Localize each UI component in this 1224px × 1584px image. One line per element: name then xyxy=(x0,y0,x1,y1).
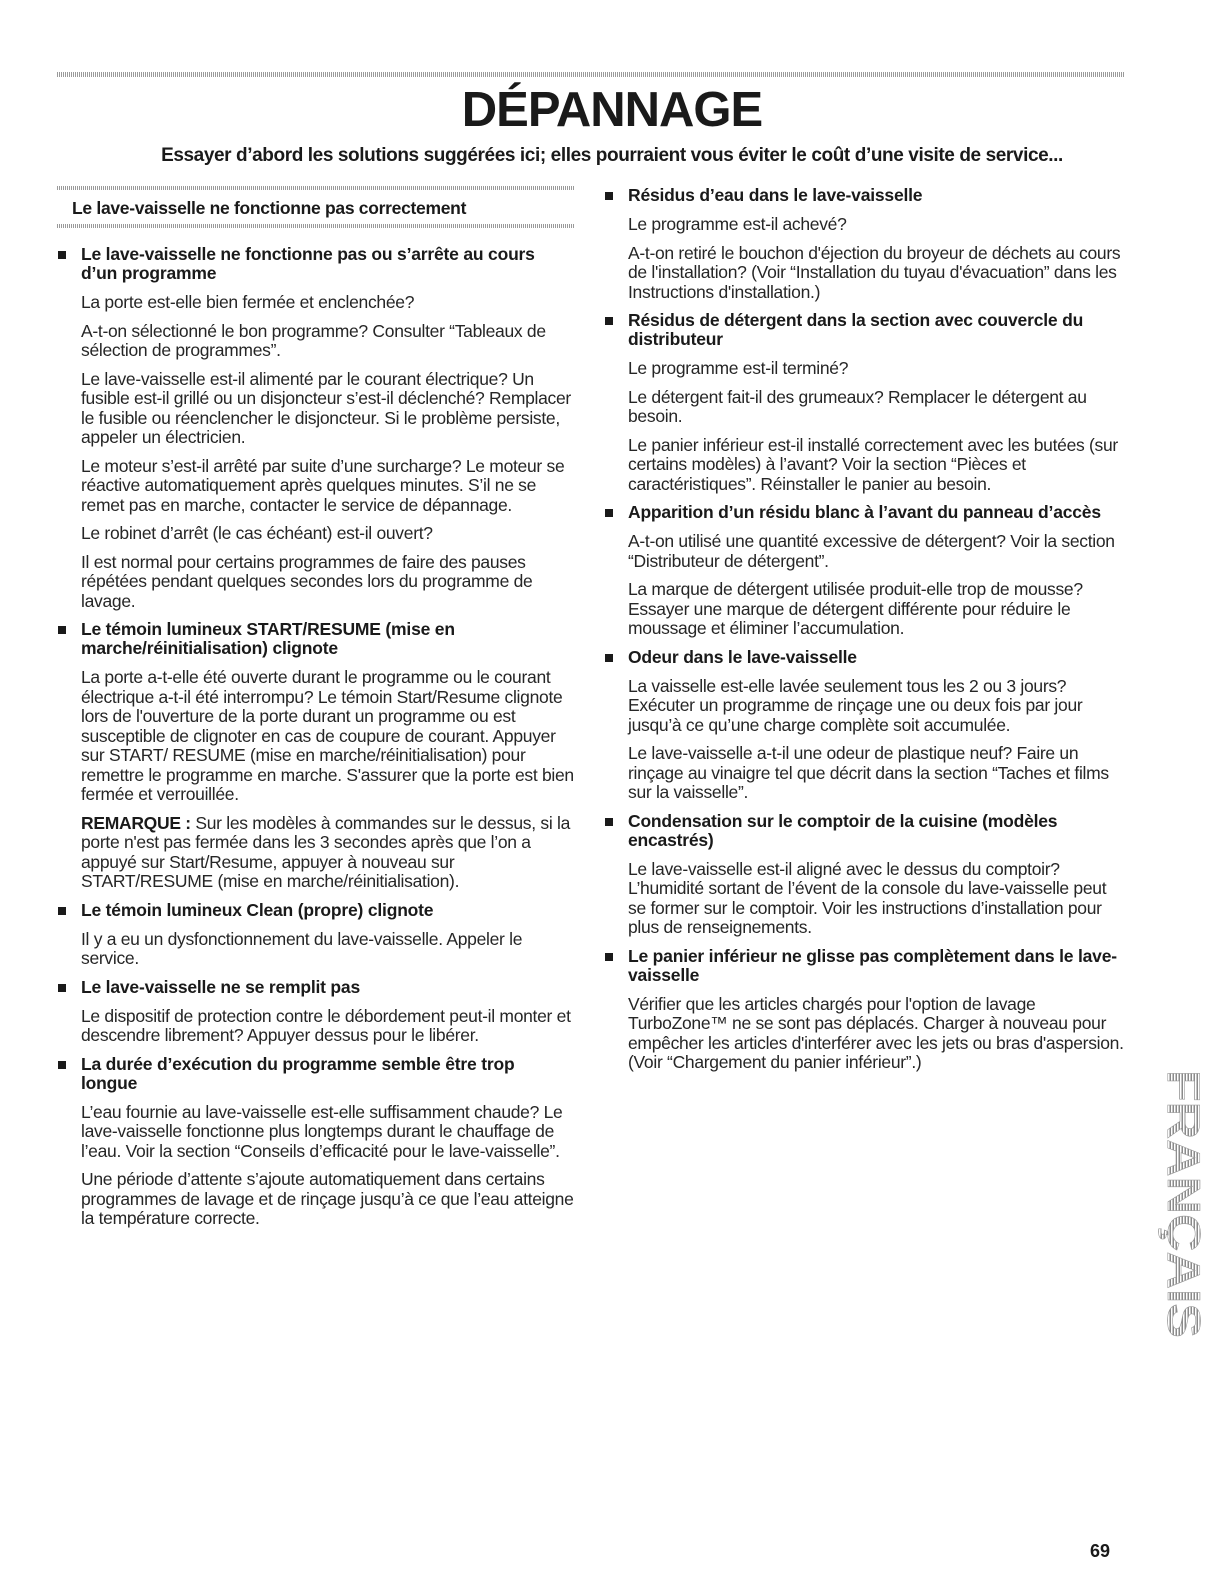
item-paragraph: Le dispositif de protection contre le débordement peut-il monter et descendre librement? Appuyer dessus pour le libérer. xyxy=(81,1005,571,1045)
troubleshooting-item xyxy=(604,311,1126,494)
square-bullet-icon xyxy=(58,626,66,634)
item-paragraph: Vérifier que les articles chargés pour l'option de lavage TurboZone™ ne se sont pas déplacés. Charger à nouveau pour empêcher les articles d'interférer avec les jets ou bras d'aspersion. (Voir “Chargement du panier inférieur”.) xyxy=(628,993,1124,1072)
item-paragraph: La marque de détergent utilisée produit-elle trop de mousse? Essayer une marque de détergent différente pour réduire le moussage et éliminer l’accumulation. xyxy=(628,579,1083,638)
item-paragraph: Le moteur s’est-il arrêté par suite d’une surcharge? Le moteur se réactive automatiquement après quelques minutes. S’il ne se remet pas en marche, contacter le service de dépannage. xyxy=(81,455,565,515)
item-title: Le témoin lumineux Clean (propre) clignote xyxy=(81,899,434,920)
item-paragraph: A-t-on utilisé une quantité excessive de détergent? Voir la section “Distributeur de détergent”. xyxy=(628,531,1115,571)
troubleshooting-item xyxy=(57,245,575,611)
side-tab-label: FRANÇAIS xyxy=(1158,1070,1206,1308)
item-title: Le panier inférieur ne glisse pas complètement dans le lave-vaisselle xyxy=(628,945,1117,985)
square-bullet-icon xyxy=(605,818,613,826)
square-bullet-icon xyxy=(605,953,613,961)
item-title: Condensation sur le comptoir de la cuisine (modèles encastrés) xyxy=(628,810,1058,850)
item-paragraph: Il y a eu un dysfonctionnement du lave-vaisselle. Appeler le service. xyxy=(81,928,523,968)
section-header: Le lave-vaisselle ne fonctionne pas correctement xyxy=(57,186,575,228)
item-title: Le lave-vaisselle ne se remplit pas xyxy=(81,976,360,997)
item-paragraph: Le lave-vaisselle est-il aligné avec le dessus du comptoir? L’humidité sortant de l’évent de la console du lave-vaisselle peut se former sur le comptoir. Voir les instructions d’installation pour plus de renseignements. xyxy=(628,858,1107,937)
square-bullet-icon xyxy=(605,509,613,517)
troubleshooting-item xyxy=(604,947,1126,1073)
item-paragraph: Le panier inférieur est-il installé correctement avec les butées (sur certains modèles) à l’avant? Voir la section “Pièces et caractéristiques”. Réinstaller le panier au besoin. xyxy=(628,434,1118,494)
square-bullet-icon xyxy=(605,192,613,200)
square-bullet-icon xyxy=(58,907,66,915)
troubleshooting-item xyxy=(57,1055,575,1229)
item-title: Apparition d’un résidu blanc à l’avant du panneau d’accès xyxy=(628,502,1101,522)
square-bullet-icon xyxy=(58,984,66,992)
troubleshooting-item xyxy=(57,901,575,969)
page-title: DÉPANNAGE xyxy=(461,83,763,137)
item-paragraph: A-t-on retiré le bouchon d'éjection du broyeur de déchets au cours de l'installation? (Voir “Installation du tuyau d'évacuation” dans les Instructions d'installation.) xyxy=(628,242,1121,302)
item-paragraph: Il est normal pour certains programmes de faire des pauses répétées pendant quelques secondes lors du programme de lavage. xyxy=(81,551,533,611)
item-note xyxy=(81,814,575,892)
item-title: Le lave-vaisselle ne fonctionne pas ou s’arrête au cours d’un programme xyxy=(81,244,535,283)
troubleshooting-item xyxy=(604,812,1126,938)
square-bullet-icon xyxy=(605,317,613,325)
item-title: Résidus d’eau dans le lave-vaisselle xyxy=(628,185,923,205)
item-paragraph: Le programme est-il terminé? xyxy=(628,358,849,378)
item-paragraph: Le programme est-il achevé? xyxy=(628,214,847,234)
item-title: Le témoin lumineux START/RESUME (mise en marche/réinitialisation) clignote xyxy=(81,619,455,658)
square-bullet-icon xyxy=(605,654,613,662)
item-title: Odeur dans le lave-vaisselle xyxy=(628,646,857,667)
top-rule xyxy=(57,72,1125,77)
item-paragraph: Le lave-vaisselle a-t-il une odeur de plastique neuf? Faire un rinçage au vinaigre tel que décrit dans la section “Taches et films sur la vaisselle”. xyxy=(628,743,1109,802)
item-title: La durée d’exécution du programme semble être trop longue xyxy=(81,1053,515,1093)
right-item-list xyxy=(604,186,1126,1073)
left-column xyxy=(57,186,575,1238)
troubleshooting-item xyxy=(57,978,575,1046)
left-item-list xyxy=(57,245,575,1229)
troubleshooting-item xyxy=(57,620,575,892)
right-column xyxy=(604,186,1126,1082)
item-paragraph: Le détergent fait-il des grumeaux? Remplacer le détergent au besoin. xyxy=(628,386,1087,426)
note-text: Sur les modèles à commandes sur le dessus, si la porte n'est pas fermée dans les 3 secondes après que l’on a appuyé sur Start/Resume, appuyer à nouveau sur START/RESUME (mise en marche/réinitialisation). xyxy=(81,812,571,891)
square-bullet-icon xyxy=(58,251,66,259)
page-number: 69 xyxy=(1090,1541,1111,1561)
troubleshooting-item xyxy=(604,503,1126,639)
item-paragraph: Le robinet d’arrêt (le cas échéant) est-il ouvert? xyxy=(81,523,433,543)
language-tab-graphic xyxy=(1158,1070,1206,1340)
square-bullet-icon xyxy=(58,1061,66,1069)
item-paragraph: La vaisselle est-elle lavée seulement tous les 2 ou 3 jours? Exécuter un programme de rinçage une ou deux fois par jour jusqu’à ce qu’une charge complète soit accumulée. xyxy=(628,675,1083,735)
item-paragraph: Le lave-vaisselle est-il alimenté par le courant électrique? Un fusible est-il grillé ou un disjoncteur s’est-il déclenché? Remplacer le fusible ou réenclencher le disjoncteur. Si le problème persiste, appeler un électricien. xyxy=(81,368,571,447)
item-paragraph: Une période d’attente s’ajoute automatiquement dans certains programmes de lavage et de rinçage jusqu’à ce que l’eau atteigne la température correcte. xyxy=(81,1169,574,1228)
item-paragraph: A-t-on sélectionné le bon programme? Consulter “Tableaux de sélection de programmes”. xyxy=(81,320,546,360)
page-subtitle: Essayer d’abord les solutions suggérées ici; elles pourraient vous éviter le coût d’une visite de service... xyxy=(161,145,1063,166)
language-side-tab xyxy=(1158,1070,1206,1340)
item-paragraph: L’eau fournie au lave-vaisselle est-elle suffisamment chaude? Le lave-vaisselle fonctionne plus longtemps durant le chauffage de l’eau. Voir la section “Conseils d’efficacité pour le lave-vaisselle”. xyxy=(81,1101,563,1161)
item-title: Résidus de détergent dans la section avec couvercle du distributeur xyxy=(628,310,1084,349)
item-paragraph: La porte est-elle bien fermée et enclenchée? xyxy=(81,292,415,312)
troubleshooting-item xyxy=(604,186,1126,302)
item-paragraph: La porte a-t-elle été ouverte durant le programme ou le courant électrique a-t-il été interrompu? Le témoin Start/Resume clignote lors de l'ouverture de la porte durant un programme ou est susceptible de clignoter en cas de coupure de courant. Appuyer sur START/ RESUME (mise en marche/réinitialisation) pour remettre le programme en marche. S'assurer que la porte est bien fermée et verrouillée. xyxy=(81,667,574,804)
troubleshooting-item xyxy=(604,648,1126,803)
note-label: REMARQUE : xyxy=(81,812,191,833)
